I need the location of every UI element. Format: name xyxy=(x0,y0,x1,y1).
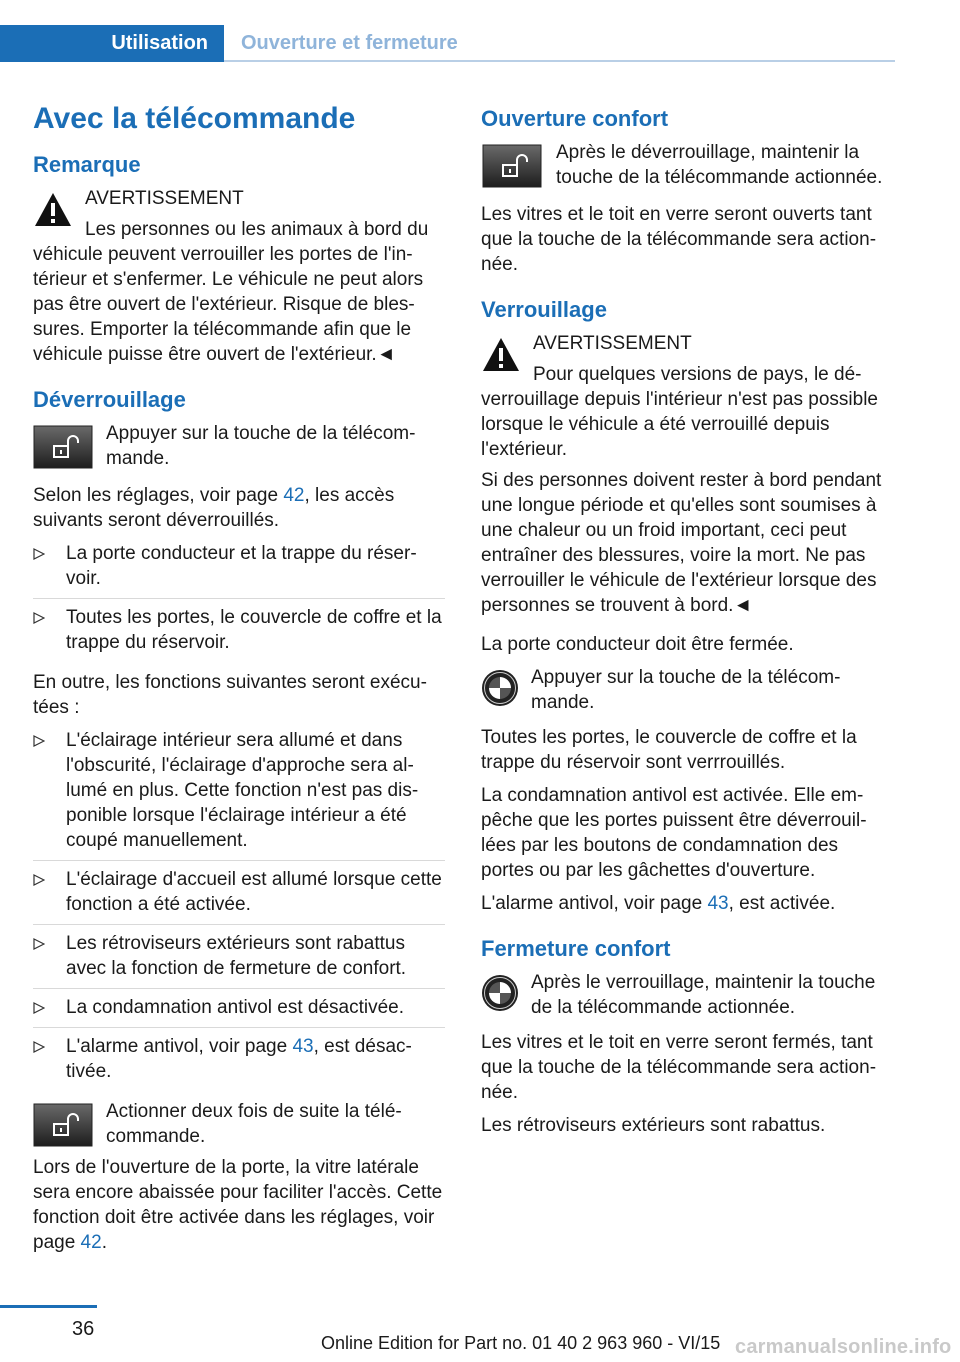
warning-text: Les personnes ou les animaux à bord du véhicule peuvent verrouiller les portes de l'intérieur et s'enfermer. Le véhicule ne peut alors pas être ouvert de l'extérieur. Risque de blessures. Emporter la télécommande afin que le véhicule puisse être ouvert de l'extérieur.◄ xyxy=(33,219,429,365)
door-closed-text: La porte conducteur doit être fermée. xyxy=(481,634,794,655)
lock-instruction-text: Appuyer sur la touche de la télécommande. xyxy=(531,667,841,713)
page-link-43[interactable]: 43 xyxy=(292,1036,314,1057)
bullet-triangle-icon xyxy=(33,1041,45,1053)
settings-paragraph xyxy=(33,483,445,533)
right-column xyxy=(481,104,893,1146)
list-item: Les rétroviseurs extérieurs sont rabattus avec la fonction de fermeture de confort. xyxy=(33,931,445,989)
footer-divider xyxy=(0,1305,97,1308)
settings-text-end: , les accès suivants seront déverrouillés. xyxy=(33,485,395,531)
heading-deverrouillage: Déverrouillage xyxy=(33,387,186,412)
bullet-triangle-icon xyxy=(33,612,45,624)
comfort-close-text: Les vitres et le toit en verre seront fermés, tant que la touche de la télécommande sera actionnée. xyxy=(481,1032,877,1103)
bullet-triangle-icon xyxy=(33,938,45,950)
unlock-key-icon xyxy=(33,425,93,469)
header-tab-utilisation[interactable]: Utilisation xyxy=(0,25,224,62)
page-number: 36 xyxy=(72,1318,95,1340)
unlock-key-icon xyxy=(481,144,543,188)
warning-block-verrouillage xyxy=(481,331,893,462)
comfort-open-text: Les vitres et le toit en verre seront ouverts tant que la touche de la télécommande sera actionnée. xyxy=(481,204,877,275)
unlock-access-list xyxy=(33,541,445,662)
warning-triangle-icon xyxy=(33,190,73,230)
header-tab-ouverture-fermeture[interactable]: Ouverture et fermeture xyxy=(241,32,458,54)
heading-remarque: Remarque xyxy=(33,152,141,177)
door-window-paragraph: Lors de l'ouverture de la porte, la vitre latérale sera encore abaissée pour faciliter l'accès. Cette fonction doit être activée dans les réglages, voir page 42. xyxy=(33,1157,443,1253)
watermark: carmanualsonline.info xyxy=(735,1336,952,1358)
page-link-42[interactable]: 42 xyxy=(80,1232,102,1253)
warning-text-continued: Si des personnes doivent rester à bord pendant une longue période et qu'elles sont soumises à une chaleur ou un froid important, ceci peut entraîner des blessures, voire la mort. Ne pas verrouiller le véhicule de l'extérieur lorsque des personnes se trouvent à bord.◄ xyxy=(481,470,882,616)
comfort-open-icon-text: Après le déverrouillage, maintenir la touche de la télécommande actionnée. xyxy=(556,142,883,188)
comfort-close-instruction xyxy=(481,970,893,1020)
comfort-open-instruction xyxy=(481,140,893,192)
comfort-close-icon-text: Après le verrouillage, maintenir la touche de la télécommande actionnée. xyxy=(531,972,876,1018)
warning-label: AVERTISSEMENT xyxy=(533,333,692,354)
double-press-instruction xyxy=(33,1099,445,1151)
list-item: L'éclairage d'accueil est allumé lorsque cette fonction a été activée. xyxy=(33,867,445,925)
heading-fermeture-confort: Fermeture confort xyxy=(481,936,671,961)
bullet-triangle-icon xyxy=(33,874,45,886)
lock-instruction xyxy=(481,665,893,715)
list-item: L'alarme antivol, voir page 43, est désactivée. xyxy=(33,1034,445,1091)
list-item: La condamnation antivol est désactivée. xyxy=(33,995,445,1028)
bmw-logo-key-icon xyxy=(481,669,519,707)
warning-text: Pour quelques versions de pays, le déverrouillage depuis l'intérieur n'est pas possible lorsque le véhicule a été verrouillé depuis l'extérieur. xyxy=(481,364,878,460)
list-item: Toutes les portes, le couvercle de coffre et la trappe du réservoir. xyxy=(33,605,445,662)
bullet-triangle-icon xyxy=(33,548,45,560)
warning-block-remarque xyxy=(33,186,445,367)
warning-triangle-icon xyxy=(481,335,521,375)
header-divider xyxy=(224,60,895,62)
bullet-triangle-icon xyxy=(33,1002,45,1014)
warning-label: AVERTISSEMENT xyxy=(85,188,244,209)
page-header xyxy=(0,0,895,62)
mirrors-text: Les rétroviseurs extérieurs sont rabattus. xyxy=(481,1115,826,1136)
unlock-instruction xyxy=(33,421,445,473)
functions-intro: En outre, les fonctions suivantes seront exécutées : xyxy=(33,672,427,718)
page-title: Avec la télécommande xyxy=(33,102,356,135)
list-item: La porte conducteur et la trappe du réservoir. xyxy=(33,541,445,599)
double-press-text: Actionner deux fois de suite la télécommande. xyxy=(106,1101,402,1147)
alarm-paragraph: L'alarme antivol, voir page 43, est activée. xyxy=(481,893,836,914)
heading-ouverture-confort: Ouverture confort xyxy=(481,106,669,131)
bullet-triangle-icon xyxy=(33,735,45,747)
left-column xyxy=(33,98,445,1263)
page-link-43[interactable]: 43 xyxy=(707,893,729,914)
unlock-instruction-text: Appuyer sur la touche de la télécommande. xyxy=(106,423,416,469)
functions-list xyxy=(33,728,445,1091)
page-link-42[interactable]: 42 xyxy=(283,485,305,506)
unlock-key-icon xyxy=(33,1103,93,1147)
locked-text: Toutes les portes, le couvercle de coffre et la trappe du réservoir sont verrrouillés. xyxy=(481,727,857,773)
edition-text: Online Edition for Part no. 01 40 2 963 960 - VI/15 xyxy=(321,1333,721,1353)
heading-verrouillage: Verrouillage xyxy=(481,297,607,322)
antitheft-text: La condamnation antivol est activée. Elle empêche que les portes puissent être déverrouillées par les boutons de condamnation des portes ou par les gâchettes d'ouverture. xyxy=(481,785,867,881)
bmw-logo-key-icon xyxy=(481,974,519,1012)
list-item: L'éclairage intérieur sera allumé et dans l'obscurité, l'éclairage d'approche sera allumé en plus. Cette fonction n'est pas disponible lorsque l'éclairage intérieur a été coupé manuellement. xyxy=(33,728,445,861)
settings-text: Selon les réglages, voir page xyxy=(33,485,284,506)
